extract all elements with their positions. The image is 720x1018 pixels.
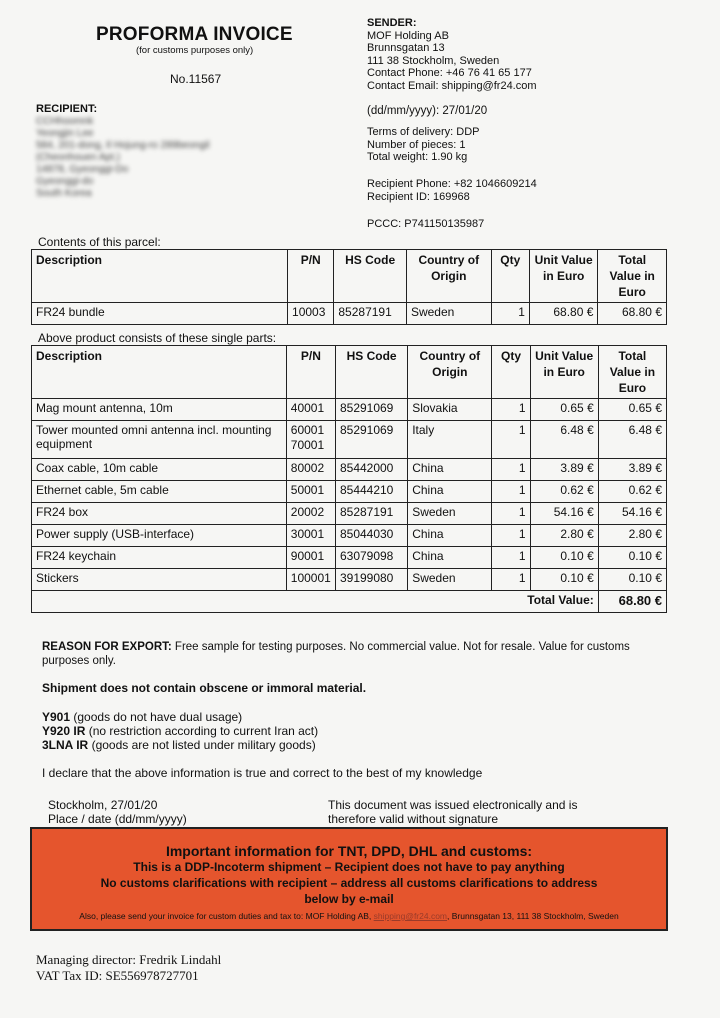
pccc-number: PCCC: P741150135987	[367, 218, 485, 230]
obscene-statement: Shipment does not contain obscene or immoral material.	[42, 681, 367, 695]
recipient-block	[36, 103, 209, 200]
cell: 1	[492, 525, 530, 547]
cell: 10003	[288, 303, 334, 325]
cell: 68.80 €	[529, 303, 598, 325]
col-header: Qty	[491, 250, 529, 303]
col-header: Total Value in Euro	[598, 346, 666, 399]
cell: FR24 bundle	[32, 303, 288, 325]
col-header: P/N	[286, 346, 335, 399]
code-text: (goods do not have dual usage)	[73, 710, 243, 724]
cell: 85442000	[335, 459, 407, 481]
col-header: Country of Origin	[408, 346, 492, 399]
cell: 1	[492, 503, 530, 525]
banner-heading: Important information for TNT, DPD, DHL and customs:	[165, 843, 533, 859]
code: Y901	[42, 710, 71, 724]
col-header: Unit Value in Euro	[529, 250, 598, 303]
recipient-line: Yeongjin Lee	[36, 127, 94, 139]
recipient-line: 584, 201-dong, Il Hojung-ro 289beongil	[36, 139, 210, 151]
banner-line: This is a DDP-Incoterm shipment – Recipient does not have to pay anything	[133, 860, 565, 874]
sender-phone: Contact Phone: +46 76 41 65 177	[367, 67, 532, 79]
sender-line: Brunnsgatan 13	[367, 42, 445, 54]
code: Y920 IR	[42, 724, 86, 738]
col-header: HS Code	[334, 250, 407, 303]
table-row	[32, 569, 667, 591]
cell: 1	[492, 421, 530, 459]
sender-email: Contact Email: shipping@fr24.com	[367, 79, 537, 92]
code-text: (goods are not listed under military goods)	[91, 738, 316, 752]
table-row	[32, 503, 667, 525]
table-row	[32, 525, 667, 547]
parts-table	[31, 345, 667, 613]
cell: 40001	[286, 399, 335, 421]
issued-line: This document was issued electronically and is	[328, 798, 578, 812]
recipient-line: South Korea	[36, 187, 92, 199]
cell: Tower mounted omni antenna incl. mounting equipment	[32, 421, 287, 459]
code-line	[42, 710, 318, 724]
cell: 2.80 €	[530, 525, 598, 547]
parcel-table	[31, 249, 667, 325]
terms-line: Number of pieces: 1	[367, 138, 466, 151]
cell: 50001	[286, 481, 335, 503]
cell: 0.65 €	[598, 399, 666, 421]
table-row	[32, 481, 667, 503]
banner-small-pre: Also, please send your invoice for custom duties and tax to: MOF Holding AB,	[79, 911, 372, 921]
customs-info-banner	[30, 827, 668, 931]
shipment-date: (dd/mm/yyyy): 27/01/20	[367, 105, 488, 117]
invoice-number: No.11567	[170, 72, 222, 86]
parts-caption: Above product consists of these single parts:	[38, 331, 277, 345]
cell: Ethernet cable, 5m cable	[32, 481, 287, 503]
col-header: Country of Origin	[406, 250, 491, 303]
cell: 85044030	[335, 525, 407, 547]
sender-line: 111 38 Stockholm, Sweden	[367, 54, 500, 67]
invoice-title: PROFORMA INVOICE	[96, 24, 293, 45]
cell: 54.16 €	[598, 503, 666, 525]
col-header: HS Code	[335, 346, 407, 399]
parcel-caption: Contents of this parcel:	[38, 235, 161, 249]
col-header: Description	[32, 346, 287, 399]
banner-line: below by e-mail	[304, 892, 394, 906]
cell: China	[408, 459, 492, 481]
recipient-line: Gyeonggi-do	[36, 175, 94, 187]
cell: 0.10 €	[598, 569, 666, 591]
cell: 80002	[286, 459, 335, 481]
cell: 1	[492, 459, 530, 481]
vat-id: VAT Tax ID: SE556978727701	[36, 968, 199, 983]
cell: Power supply (USB-interface)	[32, 525, 287, 547]
code-line	[42, 724, 318, 738]
cell: 100001	[286, 569, 335, 591]
cell: Slovakia	[408, 399, 492, 421]
sender-block	[367, 17, 537, 92]
code-text: (no restriction according to current Iran act)	[88, 724, 319, 738]
cell: 1	[492, 481, 530, 503]
table-row	[32, 421, 667, 459]
cell: 3.89 €	[530, 459, 598, 481]
email-link[interactable]: shipping@fr24.com	[373, 911, 448, 921]
code-line	[42, 738, 318, 752]
table-row	[32, 303, 667, 325]
total-row	[32, 591, 667, 613]
company-footer	[36, 952, 221, 984]
recipient-label: RECIPIENT:	[36, 103, 98, 115]
cell: Sweden	[406, 303, 491, 325]
recipient-phone: Recipient Phone: +82 1046609214	[367, 178, 537, 190]
cell: 0.65 €	[530, 399, 598, 421]
terms-line: Terms of delivery: DDP	[367, 126, 480, 138]
export-codes	[42, 710, 318, 752]
cell: Sweden	[408, 569, 492, 591]
banner-small-post: , Brunnsgatan 13, 111 38 Stockholm, Sweden	[447, 911, 619, 921]
code: 3LNA IR	[42, 738, 89, 752]
banner-small-print	[32, 911, 666, 921]
issued-line: therefore valid without signature	[328, 812, 499, 826]
delivery-terms	[367, 126, 479, 164]
terms-line: Total weight: 1.90 kg	[367, 151, 468, 163]
cell: Italy	[408, 421, 492, 459]
place-date-value: Stockholm, 27/01/20	[48, 798, 158, 812]
cell: 0.62 €	[530, 481, 598, 503]
cell: China	[408, 547, 492, 569]
col-header: Unit Value in Euro	[530, 346, 598, 399]
cell: 3.89 €	[598, 459, 666, 481]
cell: Stickers	[32, 569, 287, 591]
invoice-subtitle: (for customs purposes only)	[136, 45, 254, 56]
cell: 1	[492, 399, 530, 421]
recipient-line: (Cheonhouen Apt.)	[36, 151, 120, 163]
col-header: Description	[32, 250, 288, 303]
cell: 1	[492, 569, 530, 591]
managing-director: Managing director: Fredrik Lindahl	[36, 952, 222, 967]
cell: 0.10 €	[530, 569, 598, 591]
sender-label: SENDER:	[367, 17, 417, 29]
cell: 39199080	[335, 569, 407, 591]
table-header-row	[32, 346, 667, 399]
col-header: P/N	[288, 250, 334, 303]
cell: FR24 keychain	[32, 547, 287, 569]
cell: 85291069	[335, 399, 407, 421]
cell: China	[408, 525, 492, 547]
declaration: I declare that the above information is true and correct to the best of my knowledge	[42, 766, 483, 780]
cell: 85444210	[335, 481, 407, 503]
recipient-id: Recipient ID: 169968	[367, 190, 470, 203]
cell: 85287191	[334, 303, 407, 325]
cell: 54.16 €	[530, 503, 598, 525]
table-row	[32, 399, 667, 421]
cell: 6.48 €	[530, 421, 598, 459]
table-row	[32, 459, 667, 481]
cell: 1	[492, 547, 530, 569]
issued-electronically	[328, 798, 577, 826]
cell: 0.10 €	[530, 547, 598, 569]
cell: 85287191	[335, 503, 407, 525]
cell: 85291069	[335, 421, 407, 459]
cell: 30001	[286, 525, 335, 547]
banner-line: No customs clarifications with recipient – address all customs clarifications to address	[100, 876, 598, 890]
cell: 1	[491, 303, 529, 325]
recipient-line: 14878, Gyeonggi-Do	[36, 163, 129, 175]
table-header-row	[32, 250, 667, 303]
cell: 0.62 €	[598, 481, 666, 503]
place-date	[48, 798, 187, 826]
total-label: Total Value:	[32, 591, 599, 613]
cell: Sweden	[408, 503, 492, 525]
recipient-contact	[367, 178, 537, 203]
cell: 90001	[286, 547, 335, 569]
cell: 68.80 €	[598, 303, 667, 325]
table-row	[32, 547, 667, 569]
cell: China	[408, 481, 492, 503]
cell: Mag mount antenna, 10m	[32, 399, 287, 421]
cell: 63079098	[335, 547, 407, 569]
sender-line: MOF Holding AB	[367, 29, 449, 42]
recipient-line: CCHhoomnk	[36, 115, 94, 127]
cell: 0.10 €	[598, 547, 666, 569]
place-date-label: Place / date (dd/mm/yyyy)	[48, 812, 187, 826]
cell: 20002	[286, 503, 335, 525]
recipient-address-blurred	[36, 116, 209, 200]
col-header: Total Value in Euro	[598, 250, 667, 303]
reason-for-export	[42, 640, 672, 668]
reason-label: REASON FOR EXPORT:	[42, 641, 172, 653]
col-header: Qty	[492, 346, 530, 399]
cell: 2.80 €	[598, 525, 666, 547]
cell: FR24 box	[32, 503, 287, 525]
cell: 60001 70001	[286, 421, 335, 459]
cell: Coax cable, 10m cable	[32, 459, 287, 481]
total-value: 68.80 €	[598, 591, 666, 613]
reason-text: Free sample for testing purposes. No commercial value. Not for resale. Value for customs purposes only.	[42, 641, 630, 667]
cell: 6.48 €	[598, 421, 666, 459]
